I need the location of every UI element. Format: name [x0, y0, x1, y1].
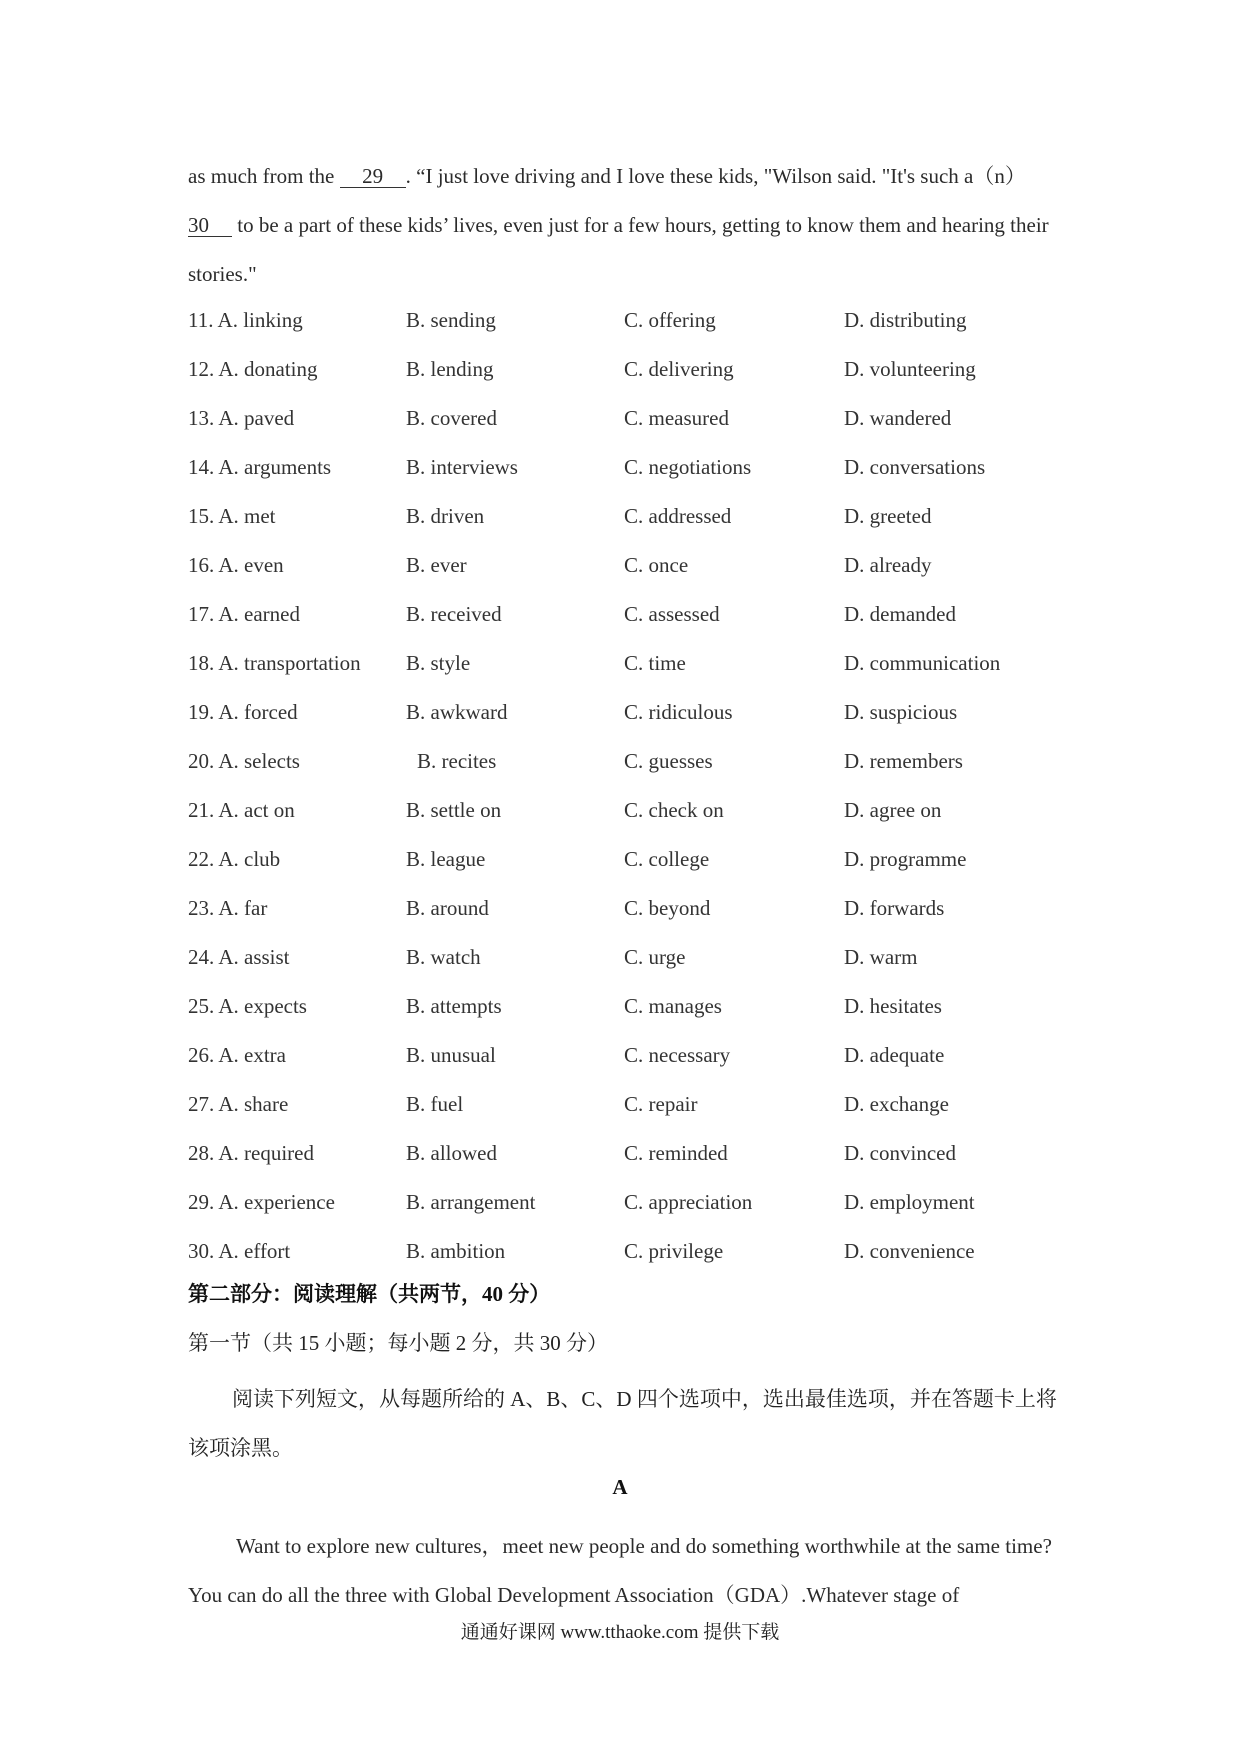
blank-29: 29	[340, 165, 406, 188]
passage-paragraph	[188, 152, 1058, 299]
option-row	[188, 835, 1058, 884]
section-title: 第二部分：阅读理解（共两节，40 分）	[188, 1282, 551, 1306]
reading-text: Want to explore new cultures，meet new people and do something worthwhile at the same time? You can do all the three with Global Development Association（GDA）.Whatever stage of	[188, 1534, 1052, 1607]
option-d: D. exchange	[844, 1092, 949, 1116]
option-d: D. greeted	[844, 504, 932, 528]
option-d: D. convenience	[844, 1239, 975, 1263]
option-c: C. assessed	[624, 602, 720, 626]
option-d: D. volunteering	[844, 357, 976, 381]
option-c: C. privilege	[624, 1239, 724, 1263]
option-b: B. recites	[417, 749, 497, 773]
option-row	[188, 492, 1058, 541]
option-b: B. attempts	[406, 994, 502, 1018]
option-c: C. measured	[624, 406, 729, 430]
option-d: D. convinced	[844, 1141, 956, 1165]
option-row	[188, 1227, 1058, 1276]
option-c: C. college	[624, 847, 710, 871]
answer-options-list	[188, 296, 1058, 1276]
option-a: 26. A. extra	[188, 1043, 286, 1067]
option-row	[188, 394, 1058, 443]
option-b: B. ever	[406, 553, 467, 577]
option-c: C. delivering	[624, 357, 734, 381]
option-c: C. ridiculous	[624, 700, 733, 724]
option-row	[188, 639, 1058, 688]
option-d: D. programme	[844, 847, 967, 871]
option-a: 15. A. met	[188, 504, 276, 528]
option-a: 17. A. earned	[188, 602, 300, 626]
option-c: C. beyond	[624, 896, 711, 920]
subsection-title: 第一节（共 15 小题；每小题 2 分，共 30 分）	[188, 1331, 608, 1355]
option-d: D. hesitates	[844, 994, 942, 1018]
option-c: C. urge	[624, 945, 686, 969]
option-d: D. agree on	[844, 798, 942, 822]
option-a: 14. A. arguments	[188, 455, 332, 479]
option-d: D. already	[844, 553, 932, 577]
option-a: 30. A. effort	[188, 1239, 291, 1263]
option-a: 25. A. expects	[188, 994, 307, 1018]
option-row	[188, 884, 1058, 933]
option-d: D. forwards	[844, 896, 945, 920]
option-row	[188, 296, 1058, 345]
option-d: D. distributing	[844, 308, 967, 332]
option-d: D. remembers	[844, 749, 963, 773]
option-c: C. reminded	[624, 1141, 728, 1165]
option-a: 18. A. transportation	[188, 651, 361, 675]
option-d: D. wandered	[844, 406, 952, 430]
option-c: C. appreciation	[624, 1190, 753, 1214]
option-c: C. addressed	[624, 504, 732, 528]
option-b: B. league	[406, 847, 486, 871]
option-row	[188, 1080, 1058, 1129]
option-row	[188, 541, 1058, 590]
option-b: B. watch	[406, 945, 481, 969]
option-b: B. awkward	[406, 700, 508, 724]
option-a: 24. A. assist	[188, 945, 290, 969]
option-b: B. covered	[406, 406, 497, 430]
passage-text: . “I just love driving and I love these kids, "Wilson said. "It's such a（n）	[405, 164, 1026, 188]
passage-text: to be a part of these kids’ lives, even just for a few hours, getting to know them and hearing their stories."	[188, 213, 1049, 286]
option-row	[188, 590, 1058, 639]
option-c: C. offering	[624, 308, 716, 332]
option-d: D. demanded	[844, 602, 956, 626]
option-b: B. interviews	[406, 455, 518, 479]
option-a: 21. A. act on	[188, 798, 295, 822]
option-row	[188, 1129, 1058, 1178]
option-row	[188, 933, 1058, 982]
instructions-text: 阅读下列短文，从每题所给的 A、B、C、D 四个选项中，选出最佳选项，并在答题卡上将该项涂黑。	[188, 1387, 1057, 1460]
instructions	[188, 1375, 1058, 1473]
option-c: C. once	[624, 553, 689, 577]
option-c: C. guesses	[624, 749, 713, 773]
option-a: 27. A. share	[188, 1092, 289, 1116]
option-b: B. driven	[406, 504, 485, 528]
option-b: B. style	[406, 651, 471, 675]
option-d: D. conversations	[844, 455, 986, 479]
option-b: B. arrangement	[406, 1190, 536, 1214]
passage-label: A	[612, 1475, 628, 1499]
option-row	[188, 345, 1058, 394]
option-a: 23. A. far	[188, 896, 268, 920]
option-row	[188, 1178, 1058, 1227]
option-b: B. unusual	[406, 1043, 496, 1067]
option-a: 12. A. donating	[188, 357, 318, 381]
option-c: C. negotiations	[624, 455, 752, 479]
option-b: B. lending	[406, 357, 494, 381]
option-a: 16. A. even	[188, 553, 284, 577]
blank-30: 30	[188, 214, 232, 237]
option-b: B. fuel	[406, 1092, 464, 1116]
page-footer: 通通好课网 www.tthaoke.com 提供下载	[460, 1622, 780, 1643]
option-b: B. received	[406, 602, 502, 626]
option-c: C. time	[624, 651, 686, 675]
option-d: D. adequate	[844, 1043, 945, 1067]
option-b: B. ambition	[406, 1239, 506, 1263]
option-c: C. repair	[624, 1092, 698, 1116]
option-b: B. around	[406, 896, 489, 920]
option-c: C. manages	[624, 994, 722, 1018]
option-d: D. warm	[844, 945, 918, 969]
option-b: B. allowed	[406, 1141, 497, 1165]
option-row	[188, 1031, 1058, 1080]
reading-passage	[188, 1522, 1058, 1620]
option-row	[188, 688, 1058, 737]
option-a: 22. A. club	[188, 847, 281, 871]
option-row	[188, 443, 1058, 492]
option-a: 20. A. selects	[188, 749, 300, 773]
option-d: D. suspicious	[844, 700, 958, 724]
option-c: C. check on	[624, 798, 724, 822]
option-row	[188, 982, 1058, 1031]
option-a: 29. A. experience	[188, 1190, 335, 1214]
option-row	[188, 737, 1058, 786]
option-a: 28. A. required	[188, 1141, 314, 1165]
option-a: 11. A. linking	[188, 308, 303, 332]
option-row	[188, 786, 1058, 835]
cloze-passage-continuation	[188, 152, 1058, 299]
option-a: 13. A. paved	[188, 406, 295, 430]
option-b: B. sending	[406, 308, 496, 332]
option-d: D. communication	[844, 651, 1001, 675]
option-b: B. settle on	[406, 798, 502, 822]
option-c: C. necessary	[624, 1043, 731, 1067]
option-d: D. employment	[844, 1190, 975, 1214]
passage-text: as much from the	[188, 164, 340, 188]
option-a: 19. A. forced	[188, 700, 298, 724]
